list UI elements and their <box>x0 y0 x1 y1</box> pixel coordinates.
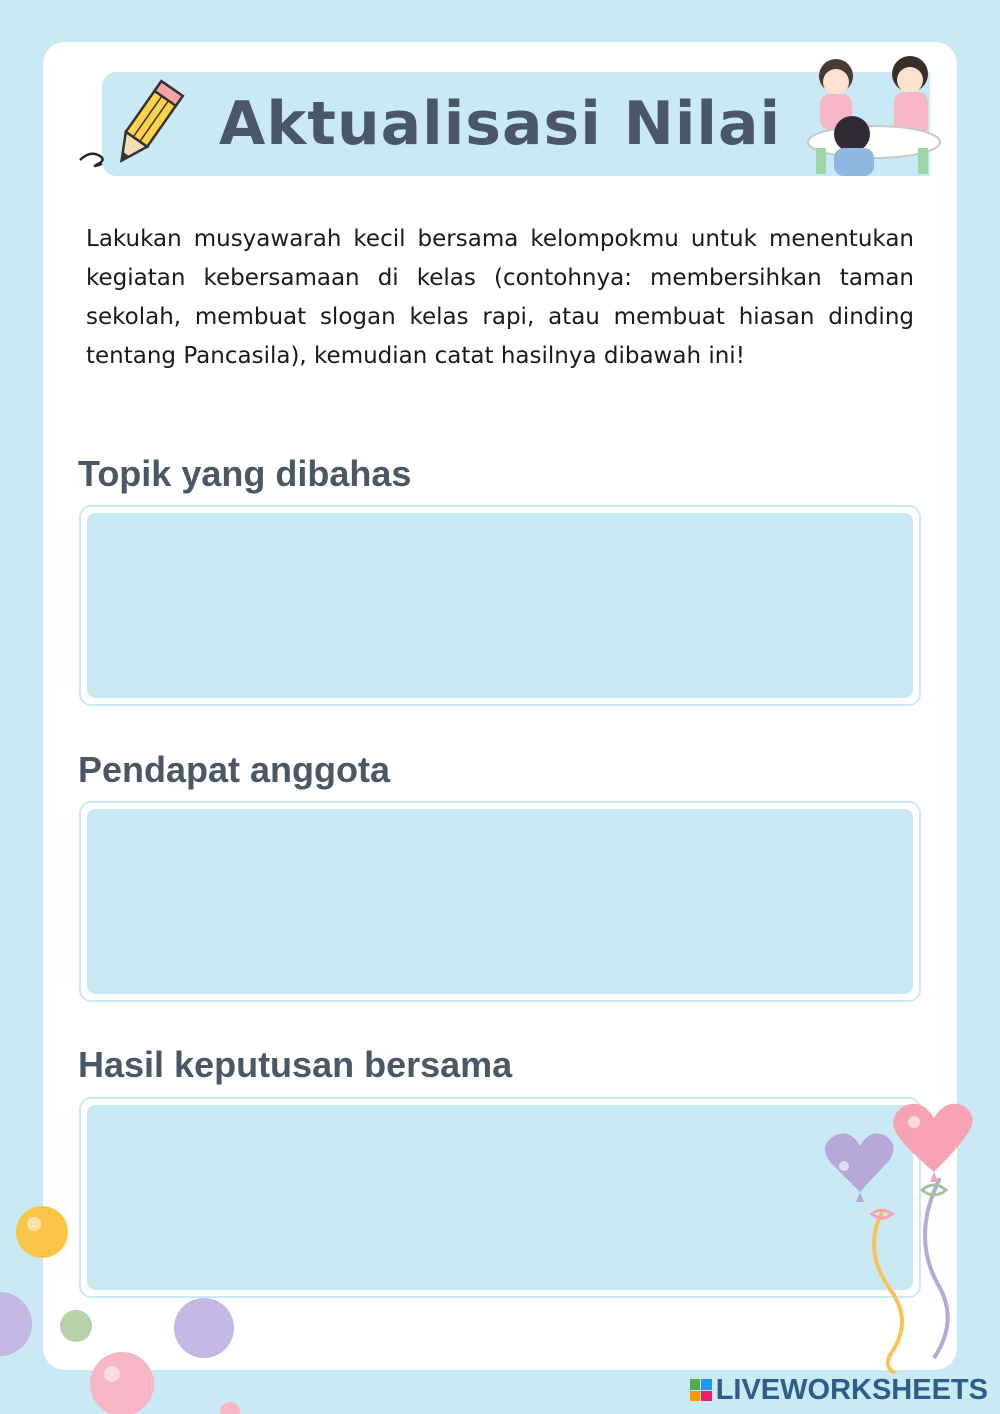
instruction-text: Lakukan musyawarah kecil bersama kelompokmu untuk menentukan kegiatan kebersamaan di kelas (contohnya: membersihkan taman sekolah, membuat slogan kelas rapi, atau membuat hiasan dinding tentang Pancasila), kemudian catat hasilnya dibawah ini! <box>86 226 914 369</box>
answer-box-pendapat[interactable] <box>79 801 921 1002</box>
liveworksheets-logo-icon <box>690 1379 712 1401</box>
bubbles-decoration <box>0 1200 250 1414</box>
section-label-hasil: Hasil keputusan bersama <box>78 1044 513 1085</box>
section-label-topik: Topik yang dibahas <box>78 453 412 494</box>
section-label-pendapat: Pendapat anggota <box>78 749 391 790</box>
answer-box-topik[interactable] <box>79 505 921 706</box>
heart-balloons-decoration <box>822 1094 1000 1374</box>
students-illustration <box>806 52 942 176</box>
pencil-icon <box>76 76 188 172</box>
footer-brand <box>690 1372 988 1408</box>
page-title: Aktualisasi Nilai <box>218 89 782 159</box>
answer-input-topik[interactable] <box>87 513 913 698</box>
answer-input-pendapat[interactable] <box>87 809 913 994</box>
footer-brand-text: LIVEWORKSHEETS <box>715 1373 988 1406</box>
